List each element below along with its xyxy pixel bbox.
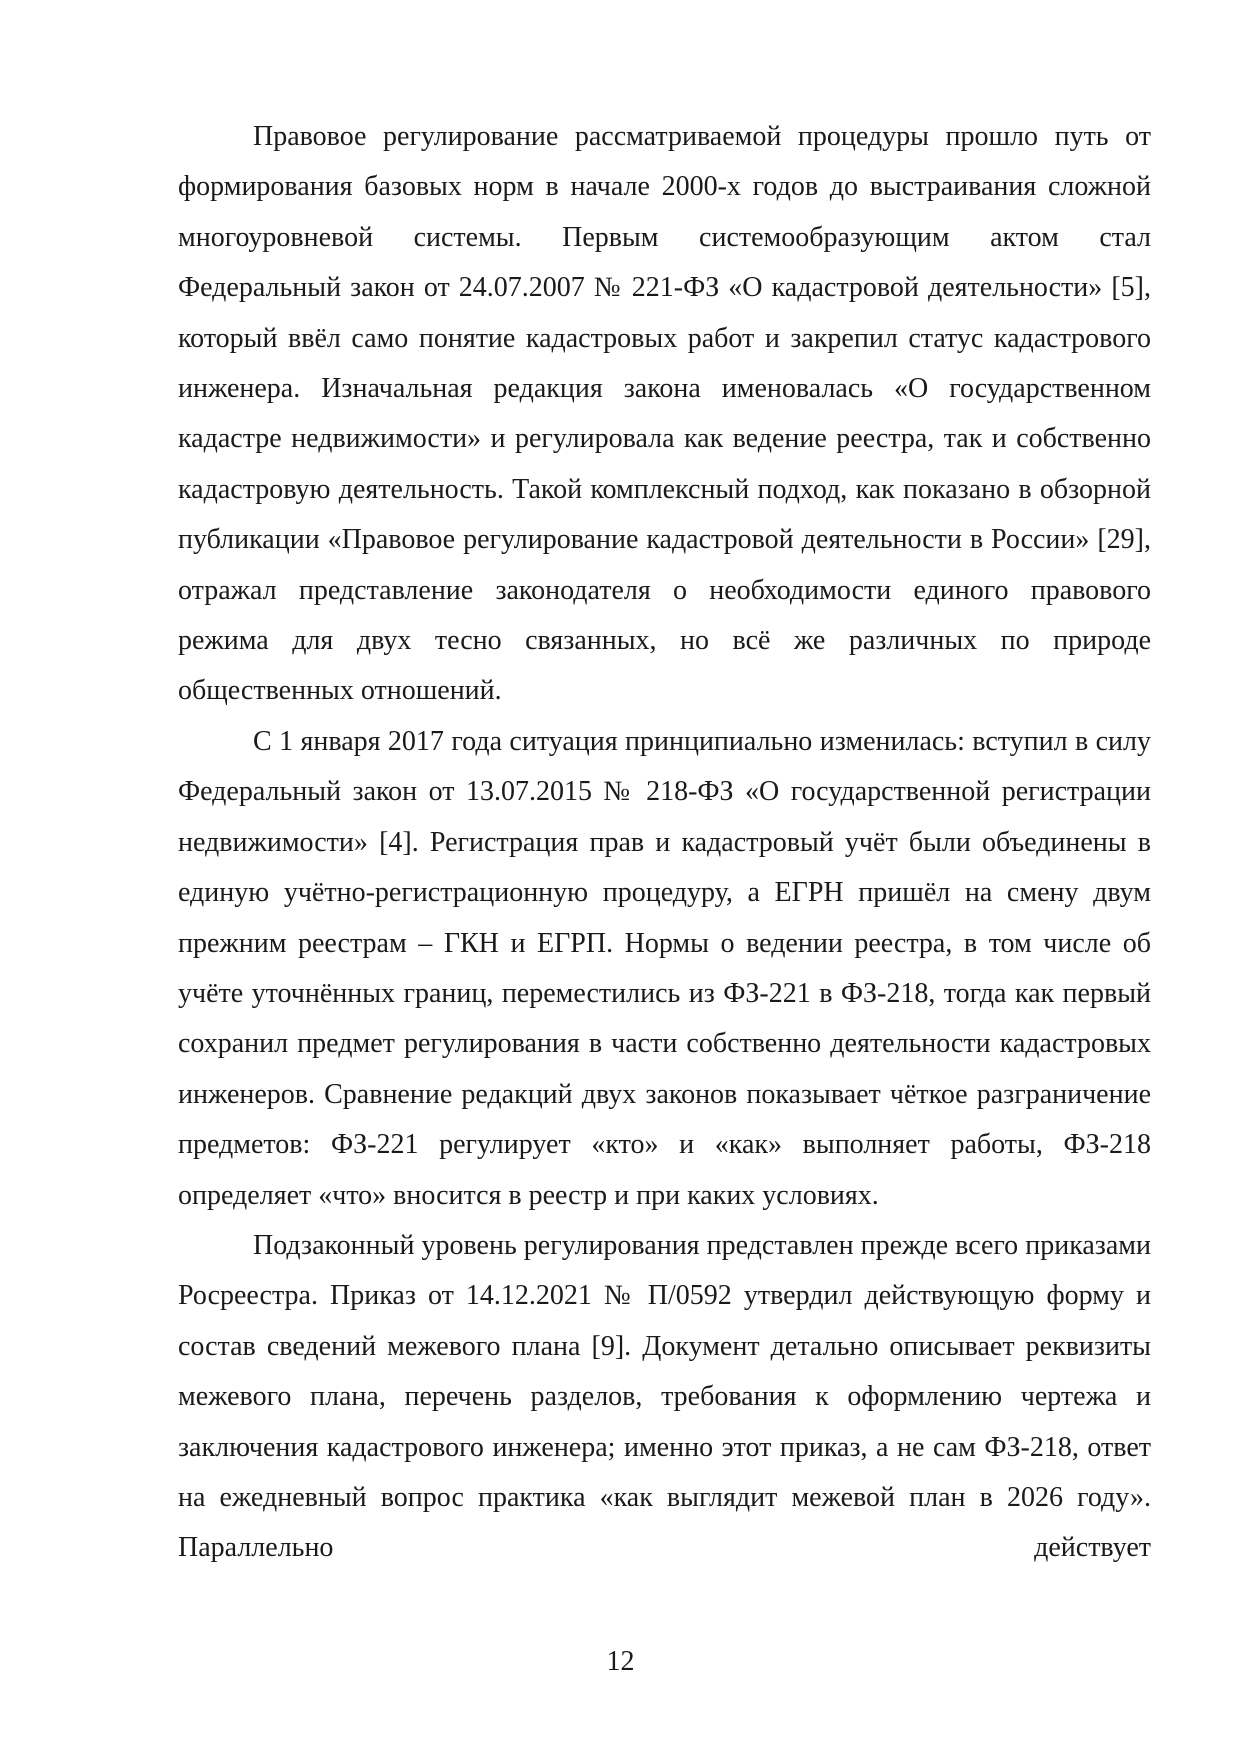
page-number: 12	[606, 1646, 635, 1677]
document-body	[178, 112, 1151, 1574]
paragraph-2017-reform: С 1 января 2017 года ситуация принципиально изменилась: вступил в силу Федеральный закон от 13.07.2015 № 218-ФЗ «О государственной регистрации недвижимости» [4]. Регистрация прав и кадастровый учёт были объединены в единую учётно-регистрационную процедуру, а ЕГРН пришёл на смену двум прежним реестрам – ГКН и ЕГРП. Нормы о ведении реестра, в том числе об учёте уточнённых границ, переместились из ФЗ-221 в ФЗ-218, тогда как первый сохранил предмет регулирования в части собственно деятельности кадастровых инженеров. Сравнение редакций двух законов показывает чёткое разграничение предметов: ФЗ-221 регулирует «кто» и «как» выполняет работы, ФЗ-218 определяет «что» вносится в реестр и при каких условиях.	[178, 725, 1151, 1211]
paragraph-legal-history: Правовое регулирование рассматриваемой процедуры прошло путь от формирования базовых норм в начале 2000-х годов до выстраивания сложной многоуровневой системы. Первым системообразующим актом стал Федеральный закон от 24.07.2007 № 221-ФЗ «О кадастровой деятельности» [5], который ввёл само понятие кадастровых работ и закрепил статус кадастрового инженера. Изначальная редакция закона именовалась «О государственном кадастре недвижимости» и регулировала как ведение реестра, так и собственно кадастровую деятельность. Такой комплексный подход, как показано в обзорной публикации «Правовое регулирование кадастровой деятельности в России» [29], отражал представление законодателя о необходимости единого правового режима для двух тесно связанных, но всё же различных по природе общественных отношений.	[178, 121, 1151, 707]
paragraph-bylaw-regulation: Подзаконный уровень регулирования представлен прежде всего приказами Росреестра. Приказ от 14.12.2021 № П/0592 утвердил действующую форму и состав сведений межевого плана [9]. Документ детально описывает реквизиты межевого плана, перечень разделов, требования к оформлению чертежа и заключения кадастрового инженера; именно этот приказ, а не сам ФЗ-218, ответ на ежедневный вопрос практика «как выглядит межевой план в 2026 году». Параллельно действует	[178, 1229, 1151, 1564]
